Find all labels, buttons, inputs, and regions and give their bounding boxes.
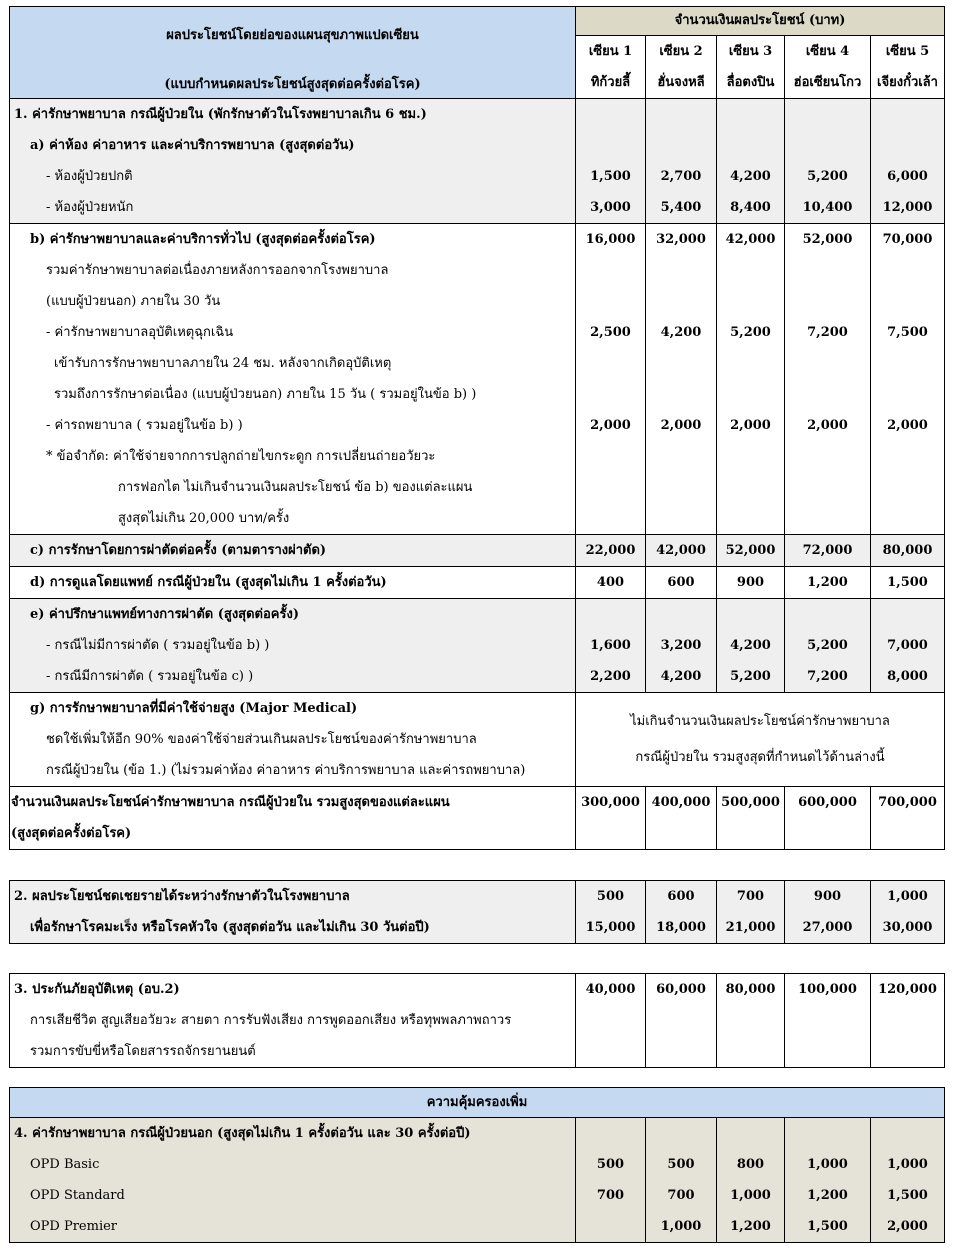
plan-name: เซียน 4 bbox=[805, 44, 850, 59]
consult-title: e) ค่าปรึกษาแพทย์ทางการผ่าตัด (สูงสุดต่อครั้ง) bbox=[30, 607, 299, 622]
table-row bbox=[10, 787, 945, 850]
value: 800 bbox=[736, 1157, 765, 1172]
table-row bbox=[10, 881, 945, 944]
value: 2,500 bbox=[590, 325, 631, 340]
value: 700 bbox=[667, 1188, 695, 1203]
accident-label-cell bbox=[10, 974, 576, 1068]
value-cell: 1,500 bbox=[871, 567, 945, 599]
section-4-title: 4. ค่ารักษาพยาบาล กรณีผู้ป่วยนอก (สูงสุดไม่เกิน 1 ครั้งต่อวัน และ 30 ครั้งต่อปี) bbox=[14, 1126, 471, 1141]
value-cell bbox=[785, 224, 871, 535]
value: 4,200 bbox=[660, 325, 702, 340]
value: 2,000 bbox=[887, 418, 928, 433]
value-cell: 22,000 bbox=[576, 535, 646, 567]
row-label: OPD Premier bbox=[30, 1219, 118, 1234]
value: 12,000 bbox=[882, 200, 933, 215]
value-cell: 40,000 bbox=[576, 974, 646, 1068]
major-medical-note: ไม่เกินจำนวนเงินผลประโยชน์ค่ารักษาพยาบาล bbox=[630, 714, 890, 729]
value: 1,000 bbox=[730, 1188, 771, 1203]
note: การเสียชีวิต สูญเสียอวัยวะ สายตา การรับฟังเสียง การพูดออกเสียง หรือทุพพลภาพถาวร bbox=[30, 1013, 512, 1028]
value-cell bbox=[576, 224, 646, 535]
value: 18,000 bbox=[656, 920, 706, 935]
plan-header-2 bbox=[646, 36, 717, 99]
plan-header-3 bbox=[717, 36, 785, 99]
value-cell: 400 bbox=[576, 567, 646, 599]
row-label: OPD Basic bbox=[30, 1157, 100, 1172]
consult-label-cell bbox=[10, 599, 576, 693]
value: 32,000 bbox=[656, 232, 706, 247]
row-label: - กรณีมีการผ่าตัด ( รวมอยู่ในข้อ c) ) bbox=[46, 669, 254, 684]
value: 5,200 bbox=[730, 325, 771, 340]
value: 500 bbox=[667, 1157, 695, 1172]
value: 27,000 bbox=[802, 920, 853, 935]
value-cell: 60,000 bbox=[646, 974, 717, 1068]
section-2-title: 2. ผลประโยชน์ชดเชยรายได้ระหว่างรักษาตัวในโรงพยาบาล bbox=[14, 889, 350, 904]
value-cell: 400,000 bbox=[646, 787, 717, 850]
value-cell bbox=[576, 881, 646, 944]
value-cell: 300,000 bbox=[576, 787, 646, 850]
plan-header-1 bbox=[576, 36, 646, 99]
value-cell bbox=[576, 99, 646, 224]
note: เข้ารับการรักษาพยาบาลภายใน 24 ชม. หลังจากเกิดอุบัติเหตุ bbox=[54, 356, 392, 371]
value-cell: 80,000 bbox=[871, 535, 945, 567]
doctor-visit-title: d) การดูแลโดยแพทย์ กรณีผู้ป่วยใน (สูงสุดไม่เกิน 1 ครั้งต่อวัน) bbox=[30, 575, 387, 590]
row-label: - ห้องผู้ป่วยปกติ bbox=[46, 169, 133, 184]
value-cell: 100,000 bbox=[785, 974, 871, 1068]
value-cell: 600 bbox=[646, 567, 717, 599]
value: 1,200 bbox=[807, 1188, 848, 1203]
value: 70,000 bbox=[882, 232, 933, 247]
value: 7,000 bbox=[887, 638, 928, 653]
note: รวมถึงการรักษาต่อเนื่อง (แบบผู้ป่วยนอก) ภายใน 15 วัน ( รวมอยู่ในข้อ b) ) bbox=[54, 387, 477, 402]
value: 1,000 bbox=[887, 1157, 928, 1172]
major-medical-title: g) การรักษาพยาบาลที่มีค่าใช้จ่ายสูง (Major Medical) bbox=[30, 701, 358, 716]
value-cell bbox=[785, 599, 871, 693]
note: รวมค่ารักษาพยาบาลต่อเนื่องภายหลังการออกจากโรงพยาบาล bbox=[46, 263, 389, 278]
value-cell: 72,000 bbox=[785, 535, 871, 567]
value: 5,200 bbox=[807, 638, 848, 653]
accident-table bbox=[9, 973, 945, 1068]
section-1-title: 1. ค่ารักษาพยาบาล กรณีผู้ป่วยใน (พักรักษาตัวในโรงพยาบาลเกิน 6 ชม.) bbox=[14, 107, 427, 122]
value-cell bbox=[646, 99, 717, 224]
opd-table bbox=[9, 1087, 945, 1243]
value: 500 bbox=[596, 889, 625, 904]
table-header-title-cell bbox=[10, 7, 576, 99]
value-cell bbox=[871, 224, 945, 535]
value: 7,200 bbox=[807, 669, 848, 684]
value: 52,000 bbox=[802, 232, 853, 247]
value: 1,000 bbox=[660, 1219, 702, 1234]
row-label: - ค่ารถพยาบาล ( รวมอยู่ในข้อ b) ) bbox=[46, 418, 243, 433]
note: สูงสุดไม่เกิน 20,000 บาท/ครั้ง bbox=[118, 511, 290, 526]
value: 700 bbox=[736, 889, 765, 904]
value: 2,000 bbox=[807, 418, 848, 433]
value: 1,500 bbox=[807, 1219, 848, 1234]
value-cell bbox=[871, 1118, 945, 1243]
value: 4,200 bbox=[660, 669, 702, 684]
value: 6,000 bbox=[887, 169, 928, 184]
row-label: - ห้องผู้ป่วยหนัก bbox=[46, 200, 134, 215]
value-cell bbox=[717, 99, 785, 224]
value-cell bbox=[717, 1118, 785, 1243]
income-label-cell bbox=[10, 881, 576, 944]
value-cell: 120,000 bbox=[871, 974, 945, 1068]
value: 4,200 bbox=[730, 638, 771, 653]
value: 42,000 bbox=[725, 232, 776, 247]
value: 500 bbox=[596, 1157, 625, 1172]
value: 3,200 bbox=[660, 638, 702, 653]
table-subtitle: (แบบกำหนดผลประโยชน์สูงสุดต่อครั้งต่อโรค) bbox=[164, 77, 421, 92]
table-row bbox=[10, 974, 945, 1068]
value-cell bbox=[785, 1118, 871, 1243]
note: กรณีผู้ป่วยใน (ข้อ 1.) (ไม่รวมค่าห้อง ค่าอาหาร ค่าบริการพยาบาล และค่ารถพยาบาล) bbox=[46, 763, 526, 778]
amount-header: จำนวนเงินผลประโยชน์ (บาท) bbox=[576, 7, 945, 36]
plan-sub: ลื่อตงปิน bbox=[726, 75, 775, 90]
note: การฟอกไต ไม่เกินจำนวนเงินผลประโยชน์ ข้อ b) ของแต่ละแผน bbox=[118, 480, 473, 495]
doctor-visit-label-cell bbox=[10, 567, 576, 599]
table-title: ผลประโยชน์โดยย่อของแผนสุขภาพแปดเซียน bbox=[166, 28, 419, 43]
table-row bbox=[10, 599, 945, 693]
value: 1,600 bbox=[590, 638, 631, 653]
value: 1,200 bbox=[730, 1219, 771, 1234]
total-label-cell bbox=[10, 787, 576, 850]
table-row bbox=[10, 99, 945, 224]
value: 5,200 bbox=[730, 669, 771, 684]
value bbox=[576, 1211, 645, 1242]
note: (แบบผู้ป่วยนอก) ภายใน 30 วัน bbox=[46, 294, 221, 309]
value: 900 bbox=[813, 889, 842, 904]
value: 7,200 bbox=[807, 325, 848, 340]
plan-sub: ทิก้วยลี้ bbox=[590, 75, 631, 90]
value-cell bbox=[646, 881, 717, 944]
value-cell bbox=[646, 1118, 717, 1243]
value: 10,400 bbox=[802, 200, 853, 215]
room-title: a) ค่าห้อง ค่าอาหาร และค่าบริการพยาบาล (สูงสุดต่อวัน) bbox=[30, 138, 355, 153]
value-cell bbox=[717, 599, 785, 693]
note: รวมการขับขี่หรือโดยสารรถจักรยานยนต์ bbox=[30, 1044, 256, 1059]
section-2-subtitle: เพื่อรักษาโรคมะเร็ง หรือโรคหัวใจ (สูงสุดต่อวัน และไม่เกิน 30 วันต่อปี) bbox=[30, 920, 430, 935]
plan-name: เซียน 1 bbox=[588, 44, 633, 59]
plan-header-5 bbox=[871, 36, 945, 99]
value: 3,000 bbox=[590, 200, 631, 215]
value: 8,000 bbox=[887, 669, 928, 684]
value: 2,000 bbox=[887, 1219, 928, 1234]
plan-sub: เจียงกั๋วเล้า bbox=[877, 75, 938, 90]
value: 600 bbox=[667, 889, 695, 904]
value-cell bbox=[646, 224, 717, 535]
value: 2,000 bbox=[730, 418, 771, 433]
value-cell bbox=[646, 599, 717, 693]
general-title: b) ค่ารักษาพยาบาลและค่าบริการทั่วไป (สูงสุดต่อครั้งต่อโรค) bbox=[30, 232, 376, 247]
row-label: OPD Standard bbox=[30, 1188, 125, 1203]
main-benefit-table bbox=[9, 6, 945, 850]
income-benefit-table bbox=[9, 880, 945, 944]
value: 700 bbox=[596, 1188, 625, 1203]
value: 5,400 bbox=[660, 200, 702, 215]
plan-name: เซียน 5 bbox=[885, 44, 930, 59]
value: 30,000 bbox=[882, 920, 933, 935]
value-cell bbox=[717, 224, 785, 535]
value-cell bbox=[871, 599, 945, 693]
value-cell: 1,200 bbox=[785, 567, 871, 599]
plan-header-4 bbox=[785, 36, 871, 99]
major-medical-note: กรณีผู้ป่วยใน รวมสูงสุดที่กำหนดไว้ด้านล่างนี้ bbox=[635, 750, 885, 765]
value: 15,000 bbox=[585, 920, 636, 935]
surgery-title: c) การรักษาโดยการผ่าตัดต่อครั้ง (ตามตารางผ่าตัด) bbox=[30, 543, 327, 558]
value-cell: 900 bbox=[717, 567, 785, 599]
table-row bbox=[10, 535, 945, 567]
value: 1,000 bbox=[887, 889, 928, 904]
total-label: จำนวนเงินผลประโยชน์ค่ารักษาพยาบาล กรณีผู้ป่วยใน รวมสูงสุดของแต่ละแผน bbox=[11, 795, 450, 810]
value: 4,200 bbox=[730, 169, 771, 184]
major-medical-label-cell bbox=[10, 693, 576, 787]
total-label: (สูงสุดต่อครั้งต่อโรค) bbox=[11, 826, 132, 841]
value: 8,400 bbox=[730, 200, 771, 215]
row-label: - กรณีไม่มีการผ่าตัด ( รวมอยู่ในข้อ b) ) bbox=[46, 638, 270, 653]
plan-sub: ฮ่อเซียนโกว bbox=[793, 75, 862, 90]
value: 1,500 bbox=[590, 169, 631, 184]
value-cell bbox=[576, 1118, 646, 1243]
value-cell bbox=[576, 599, 646, 693]
note: * ข้อจำกัด: ค่าใช้จ่ายจากการปลูกถ่ายไขกระดูก การเปลี่ยนถ่ายอวัยวะ bbox=[46, 449, 436, 464]
section-3-title: 3. ประกันภัยอุบัติเหตุ (อบ.2) bbox=[14, 982, 180, 997]
room-section-label bbox=[10, 99, 576, 224]
value: 1,500 bbox=[887, 1188, 928, 1203]
plan-name: เซียน 3 bbox=[728, 44, 773, 59]
table-row bbox=[10, 224, 945, 535]
value: 1,000 bbox=[807, 1157, 848, 1172]
table-row bbox=[10, 1118, 945, 1243]
value-cell bbox=[785, 881, 871, 944]
value: 16,000 bbox=[585, 232, 636, 247]
value: 7,500 bbox=[887, 325, 928, 340]
opd-label-cell bbox=[10, 1118, 576, 1243]
value-cell: 600,000 bbox=[785, 787, 871, 850]
surgery-label-cell bbox=[10, 535, 576, 567]
value-cell bbox=[871, 881, 945, 944]
note: ชดใช้เพิ่มให้อีก 90% ของค่าใช้จ่ายส่วนเกินผลประโยชน์ของค่ารักษาพยาบาล bbox=[46, 732, 477, 747]
value: 5,200 bbox=[807, 169, 848, 184]
value: 2,200 bbox=[590, 669, 631, 684]
general-section-label bbox=[10, 224, 576, 535]
value-cell bbox=[871, 99, 945, 224]
table-row bbox=[10, 693, 945, 787]
plan-name: เซียน 2 bbox=[659, 44, 703, 59]
major-medical-value-cell bbox=[576, 693, 945, 787]
value-cell: 42,000 bbox=[646, 535, 717, 567]
value-cell: 500,000 bbox=[717, 787, 785, 850]
value-cell: 52,000 bbox=[717, 535, 785, 567]
table-row bbox=[10, 567, 945, 599]
extra-coverage-header: ความคุ้มครองเพิ่ม bbox=[10, 1088, 945, 1118]
value-cell: 80,000 bbox=[717, 974, 785, 1068]
value-cell bbox=[717, 881, 785, 944]
value: 2,700 bbox=[660, 169, 702, 184]
value: 2,000 bbox=[590, 418, 631, 433]
value: 21,000 bbox=[725, 920, 776, 935]
value: 2,000 bbox=[660, 418, 702, 433]
row-label: - ค่ารักษาพยาบาลอุบัติเหตุฉุกเฉิน bbox=[46, 325, 234, 340]
plan-sub: ฮั่นจงหลี bbox=[657, 75, 705, 90]
value-cell: 700,000 bbox=[871, 787, 945, 850]
value-cell bbox=[785, 99, 871, 224]
